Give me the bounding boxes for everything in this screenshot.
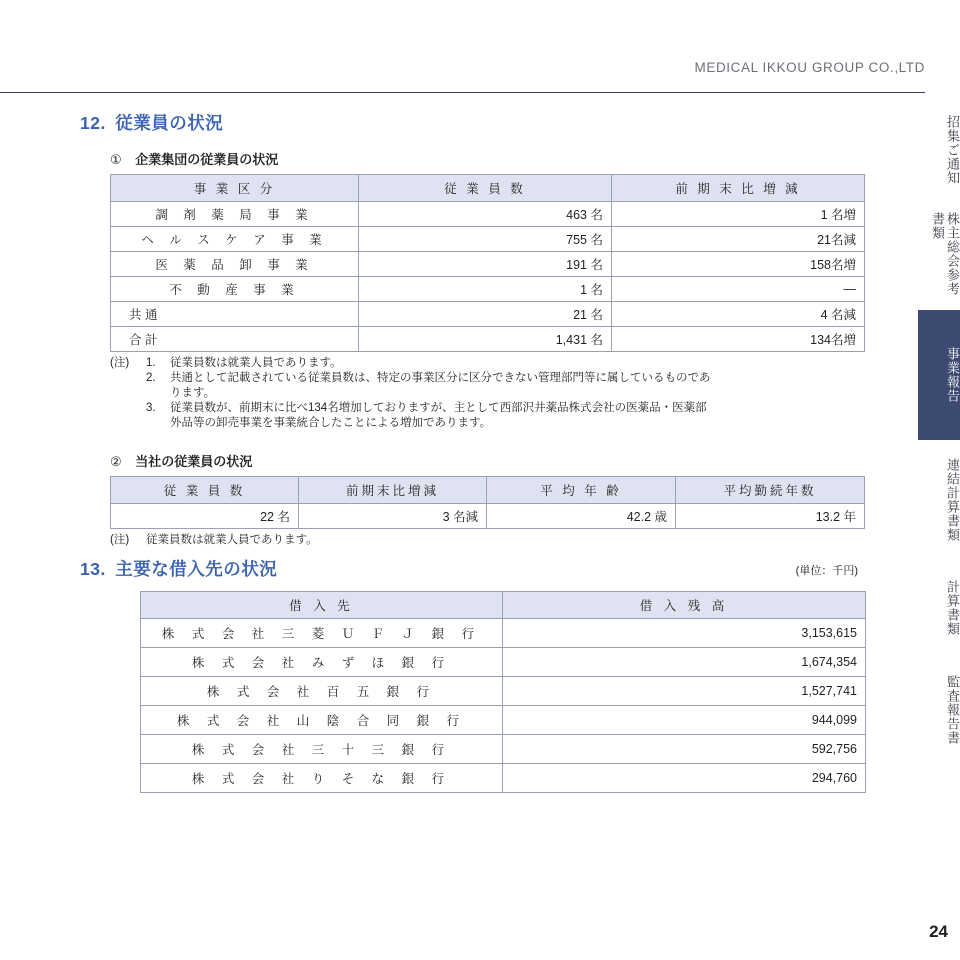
lender-name: 株 式 会 社 り そ な 銀 行 — [141, 764, 503, 793]
side-tab-label: 監査報告書 — [945, 675, 960, 745]
table-row — [141, 619, 866, 648]
segment-change: 134名増 — [612, 327, 865, 352]
note-text: 共通として記載されている従業員数は、特定の事業区分に区分できない管理部門等に属しているものであ — [170, 372, 711, 384]
note-text: 従業員数は就業人員であります。 — [146, 534, 318, 546]
table-row — [111, 277, 865, 302]
note-text: 従業員数は就業人員であります。 — [170, 357, 342, 369]
balance-value: 1,527,741 — [503, 677, 866, 706]
table-row — [111, 252, 865, 277]
borrowings-table — [140, 591, 866, 793]
side-tab-label: 事業報告 — [945, 347, 960, 403]
notes-block-1 — [110, 356, 870, 431]
segment-count: 755 名 — [359, 227, 612, 252]
column-header-segment: 事 業 区 分 — [111, 175, 359, 202]
notes-marker-spacer — [110, 401, 146, 416]
segment-change: ― — [612, 277, 865, 302]
segment-count: 21 名 — [359, 302, 612, 327]
side-tab-bar — [918, 100, 960, 765]
note-continuation: ります。 — [170, 387, 216, 399]
table-header-row — [141, 592, 866, 619]
segment-name: ヘ ル ス ケ ア 事 業 — [111, 227, 359, 252]
segment-count: 1 名 — [359, 277, 612, 302]
side-tab-notice[interactable] — [918, 100, 960, 200]
subsection-1-label: 企業集団の従業員の状況 — [135, 152, 279, 167]
lender-name: 株 式 会 社 百 五 銀 行 — [141, 677, 503, 706]
note-row — [110, 401, 870, 416]
table-row — [141, 648, 866, 677]
segment-name: 調 剤 薬 局 事 業 — [111, 202, 359, 227]
segment-change: 4 名減 — [612, 302, 865, 327]
section-12-title-text: 従業員の状況 — [115, 113, 224, 133]
segment-name: 不 動 産 事 業 — [111, 277, 359, 302]
lender-name: 株 式 会 社 み ず ほ 銀 行 — [141, 648, 503, 677]
table-row — [141, 764, 866, 793]
lender-name: 株 式 会 社 三 十 三 銀 行 — [141, 735, 503, 764]
column-header-employee-count: 従 業 員 数 — [359, 175, 612, 202]
table-row — [111, 327, 865, 352]
column-header-average-age: 平 均 年 齢 — [487, 477, 676, 504]
section-12-number: 12. — [80, 113, 106, 133]
note-index: 2. — [146, 372, 156, 384]
section-13-title — [80, 556, 870, 581]
table-row — [111, 227, 865, 252]
segment-count: 1,431 名 — [359, 327, 612, 352]
segment-change: 1 名増 — [612, 202, 865, 227]
table-row — [141, 706, 866, 735]
segment-change: 158名増 — [612, 252, 865, 277]
employee-count-value: 22 名 — [111, 504, 299, 529]
side-tab-label: 株主総会参考書類 — [930, 212, 960, 296]
table-header-row — [111, 175, 865, 202]
company-brand: MEDICAL IKKOU GROUP CO.,LTD — [694, 60, 925, 75]
change-value: 3 名減 — [299, 504, 487, 529]
side-tab-reference[interactable] — [918, 200, 960, 310]
side-tab-consolidated[interactable] — [918, 440, 960, 560]
balance-value: 1,674,354 — [503, 648, 866, 677]
subsection-1-heading — [110, 149, 870, 168]
column-header-balance: 借 入 残 高 — [503, 592, 866, 619]
note-row — [110, 356, 870, 371]
lender-name: 株 式 会 社 三 菱 Ｕ Ｆ Ｊ 銀 行 — [141, 619, 503, 648]
column-header-employee-count: 従 業 員 数 — [111, 477, 299, 504]
segment-name: 共 通 — [111, 302, 359, 327]
side-tab-audit[interactable] — [918, 655, 960, 765]
segment-change: 21名減 — [612, 227, 865, 252]
average-age-value: 42.2 歳 — [487, 504, 676, 529]
column-header-average-service-years: 平均勤続年数 — [676, 477, 865, 504]
note-continuation: 外品等の卸売事業を事業統合したことによる増加であります。 — [170, 417, 492, 429]
page-number: 24 — [929, 922, 948, 941]
company-employee-table — [110, 476, 865, 529]
balance-value: 592,756 — [503, 735, 866, 764]
side-tab-financial[interactable] — [918, 560, 960, 655]
side-tab-business-report[interactable] — [918, 310, 960, 440]
average-service-years-value: 13.2 年 — [676, 504, 865, 529]
balance-value: 3,153,615 — [503, 619, 866, 648]
note-index: 1. — [146, 357, 156, 369]
note-row — [110, 533, 870, 548]
section-12-title — [80, 110, 870, 135]
segment-count: 463 名 — [359, 202, 612, 227]
notes-marker: (注) — [110, 534, 130, 546]
section-13-title-text: 主要な借入先の状況 — [115, 559, 278, 579]
subsection-2-heading — [110, 451, 870, 470]
note-index: 3. — [146, 402, 156, 414]
notes-marker-spacer — [110, 371, 146, 386]
table-row — [111, 504, 865, 529]
table-row — [141, 735, 866, 764]
table-row — [111, 302, 865, 327]
notes-marker: (注) — [110, 357, 130, 369]
subsection-2-label: 当社の従業員の状況 — [135, 454, 253, 469]
segment-name: 医 薬 品 卸 事 業 — [111, 252, 359, 277]
side-tab-label: 連結計算書類 — [945, 458, 960, 542]
table-header-row — [111, 477, 865, 504]
segment-count: 191 名 — [359, 252, 612, 277]
lender-name: 株 式 会 社 山 陰 合 同 銀 行 — [141, 706, 503, 735]
employee-by-segment-table — [110, 174, 865, 352]
note-row — [110, 371, 870, 386]
table-row — [141, 677, 866, 706]
notes-block-2 — [110, 533, 870, 548]
column-header-change: 前 期 末 比 増 減 — [612, 175, 865, 202]
column-header-lender: 借 入 先 — [141, 592, 503, 619]
balance-value: 944,099 — [503, 706, 866, 735]
side-tab-label: 計算書類 — [945, 579, 960, 636]
segment-name: 合 計 — [111, 327, 359, 352]
document-content — [80, 110, 870, 793]
side-tab-label: 招集ご通知 — [945, 115, 960, 185]
header-divider — [0, 92, 925, 93]
section-13-header-row — [80, 556, 870, 581]
section-13-number: 13. — [80, 559, 106, 579]
subsection-1-marker: ① — [110, 152, 122, 167]
subsection-2-marker: ② — [110, 454, 122, 469]
unit-note: (単位：千円) — [795, 565, 858, 577]
note-text: 従業員数が、前期末に比べ134名増加しておりますが、主として西部沢井薬品株式会社の医薬品・医薬部 — [170, 402, 707, 414]
table-row — [111, 202, 865, 227]
balance-value: 294,760 — [503, 764, 866, 793]
column-header-change: 前期末比増減 — [299, 477, 487, 504]
